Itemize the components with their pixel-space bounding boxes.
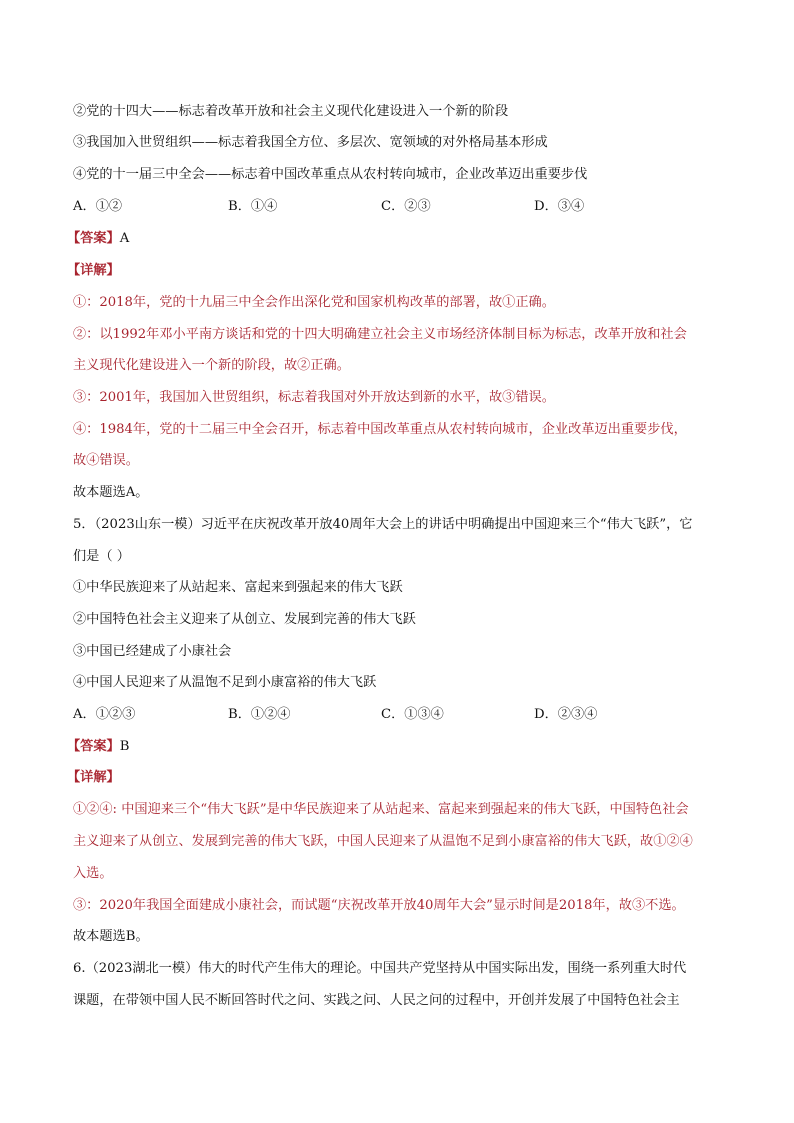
detail-text: 2020年我国全面建成小康社会，而试题“庆祝改革开放40周年大会”显示时间是2018年，故③不选。 xyxy=(99,898,685,913)
detail-text: 1984年，党的十二届三中全会召开，标志着中国改革重点从农村转向城市，企业改革迈出重要步伐， xyxy=(99,422,687,437)
q4-item-4: ④党的十一届三中全会——标志着中国改革重点从农村转向城市，企业改革迈出重要步伐 xyxy=(73,167,588,182)
q5-item-3: ③中国已经建成了小康社会 xyxy=(73,644,232,659)
detail-text: 以1992年邓小平南方谈话和党的十四大明确建立社会主义市场经济体制目标为标志，改革开放和社会 xyxy=(99,327,687,342)
detail-text: 2001年，我国加入世贸组织，标志着我国对外开放达到新的水平，故③错误。 xyxy=(99,390,555,405)
answer-tag: 【答案】 xyxy=(67,739,120,754)
detail-mark: ③： xyxy=(73,898,100,913)
q5-detail-tag: 【详解】 xyxy=(67,770,120,785)
q4-detail-tag: 【详解】 xyxy=(67,263,120,278)
q5-option-d: D．②③④ xyxy=(534,707,598,722)
q4-detail-4 xyxy=(73,421,733,439)
q5-answer xyxy=(67,738,727,756)
q5-stem-2: 们是（ ） xyxy=(73,549,130,564)
answer-value: B xyxy=(119,739,130,754)
q5-detail-1 xyxy=(73,801,733,819)
answer-value: A xyxy=(119,231,130,246)
q5-item-2: ②中国特色社会主义迎来了从创立、发展到完善的伟大飞跃 xyxy=(73,612,416,627)
q5-item-4: ④中国人民迎来了从温饱不足到小康富裕的伟大飞跃 xyxy=(73,675,377,690)
q5-detail-2 xyxy=(73,897,733,915)
detail-mark: ③： xyxy=(73,390,100,405)
q4-detail-2b: 主义现代化建设进入一个新的阶段，故②正确。 xyxy=(73,358,350,373)
q5-stem-1: 5．（2023山东一模）习近平在庆祝改革开放40周年大会上的讲话中明确提出中国迎来三个“伟大飞跃”，它 xyxy=(73,517,693,532)
q5-item-1: ①中华民族迎来了从站起来、富起来到强起来的伟大飞跃 xyxy=(73,580,403,595)
detail-mark: ①②④: xyxy=(73,802,118,817)
detail-mark: ②： xyxy=(73,327,100,342)
q4-option-a: A．①② xyxy=(73,199,123,214)
detail-text: 2018年，党的十九届三中全会作出深化党和国家机构改革的部署，故①正确。 xyxy=(99,295,555,310)
q5-option-b: B．①②④ xyxy=(228,707,291,722)
q5-option-a: A．①②③ xyxy=(73,707,136,722)
q4-item-2: ②党的十四大——标志着改革开放和社会主义现代化建设进入一个新的阶段 xyxy=(73,104,509,119)
q5-detail-1b: 主义迎来了从创立、发展到完善的伟大飞跃，中国人民迎来了从温饱不足到小康富裕的伟大飞跃，故①②④ xyxy=(73,834,693,849)
q4-conclusion: 故本题选A。 xyxy=(73,485,149,500)
detail-text: 中国迎来三个“伟大飞跃”是中华民族迎来了从站起来、富起来到强起来的伟大飞跃，中国特色社会 xyxy=(117,802,689,817)
q6-stem-2: 课题，在带领中国人民不断回答时代之问、实践之问、人民之问的过程中，开创并发展了中国特色社会主 xyxy=(73,993,680,1008)
q4-option-c: C．②③ xyxy=(381,199,431,214)
q4-detail-4b: 故④错误。 xyxy=(73,453,139,468)
q5-option-c: C．①③④ xyxy=(381,707,444,722)
q4-detail-1 xyxy=(73,294,733,312)
q5-detail-1c: 入选。 xyxy=(73,866,113,881)
detail-mark: ①： xyxy=(73,295,100,310)
q4-option-d: D．③④ xyxy=(534,199,585,214)
answer-tag: 【答案】 xyxy=(67,231,120,246)
q4-detail-2 xyxy=(73,326,733,344)
q4-item-3: ③我国加入世贸组织——标志着我国全方位、多层次、宽领域的对外格局基本形成 xyxy=(73,135,548,150)
q4-answer xyxy=(67,230,727,248)
detail-mark: ④： xyxy=(73,422,100,437)
q6-stem-1: 6.（2023湖北一模）伟大的时代产生伟大的理论。中国共产党坚持从中国实际出发，围绕一系列重大时代 xyxy=(73,961,687,976)
q4-detail-3 xyxy=(73,389,733,407)
q5-conclusion: 故本题选B。 xyxy=(73,929,149,944)
q4-option-b: B．①④ xyxy=(228,199,278,214)
